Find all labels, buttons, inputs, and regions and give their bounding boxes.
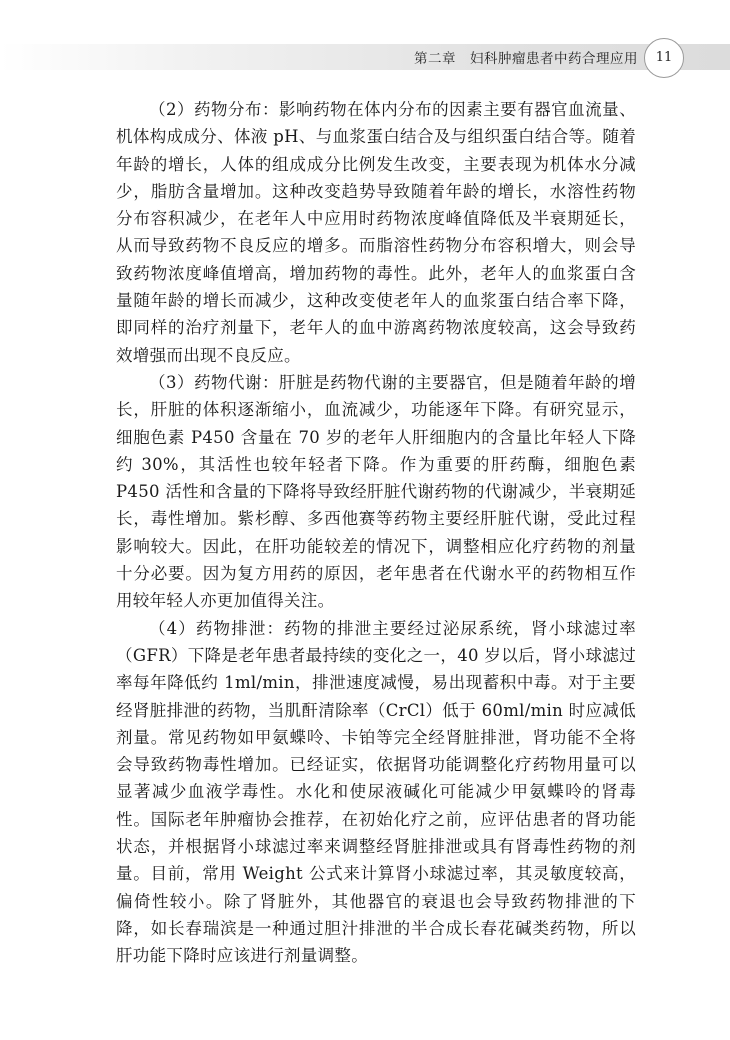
paragraph-drug-metabolism: （3）药物代谢：肝脏是药物代谢的主要器官，但是随着年龄的增长，肝脏的体积逐渐缩小，血流减少，功能逐年下降。有研究显示，细胞色素 P450 含量在 70 岁的老年人肝细胞内的含量比年轻人下降约 30%，其活性也较年轻者下降。作为重要的肝药酶，细胞色素 P450 活性和含量的下降将导致经肝脏代谢药物的代谢减少，半衰期延长，毒性增加。紫杉醇、多西他赛等药物主要经肝脏代谢，受此过程影响较大。因此，在肝功能较差的情况下，调整相应化疗药物的剂量十分必要。因为复方用药的原因，老年患者在代谢水平的药物相互作用较年轻人亦更加值得关注。: [116, 372, 636, 611]
running-header-title: 第二章 妇科肿瘤患者中药合理应用: [414, 51, 638, 67]
paragraph-drug-excretion: （4）药物排泄：药物的排泄主要经过泌尿系统，肾小球滤过率（GFR）下降是老年患者最持续的变化之一，40 岁以后，肾小球滤过率每年降低约 1ml/min，排泄速度减慢，易出现蓄积中毒。对于主要经肾脏排泄的药物，当肌酐清除率（CrCl）低于 60ml/min 时应减低剂量。常见药物如甲氨蝶呤、卡铂等完全经肾脏排泄，肾功能不全将会导致药物毒性增加。已经证实，依据肾功能调整化疗药物用量可以显著减少血液学毒性。水化和使尿液碱化可能减少甲氨蝶呤的肾毒性。国际老年肿瘤协会推荐，在初始化疗之前，应评估患者的肾功能状态，并根据肾小球滤过率来调整经肾脏排泄或具有肾毒性药物的剂量。目前，常用 Weight 公式来计算肾小球滤过率，其灵敏度较高，偏倚性较小。除了肾脏外，其他器官的衰退也会导致药物排泄的下降，如长春瑞滨是一种通过胆汁排泄的半合成长春花碱类药物，所以肝功能下降时应该进行剂量调整。: [116, 618, 636, 966]
body-text: [116, 96, 636, 970]
page-number: 11: [644, 38, 684, 78]
paragraph-drug-distribution: （2）药物分布：影响药物在体内分布的因素主要有器官血流量、机体构成成分、体液 pH、与血浆蛋白结合及与组织蛋白结合等。随着年龄的增长，人体的组成成分比例发生改变，主要表现为机体水分减少，脂肪含量增加。这种改变趋势导致随着年龄的增长，水溶性药物分布容积减少，在老年人中应用时药物浓度峰值降低及半衰期延长，从而导致药物不良反应的增多。而脂溶性药物分布容积增大，则会导致药物浓度峰值增高，增加药物的毒性。此外，老年人的血浆蛋白含量随年龄的增长而减少，这种改变使老年人的血浆蛋白结合率下降，即同样的治疗剂量下，老年人的血中游离药物浓度较高，这会导致药效增强而出现不良反应。: [116, 100, 636, 365]
